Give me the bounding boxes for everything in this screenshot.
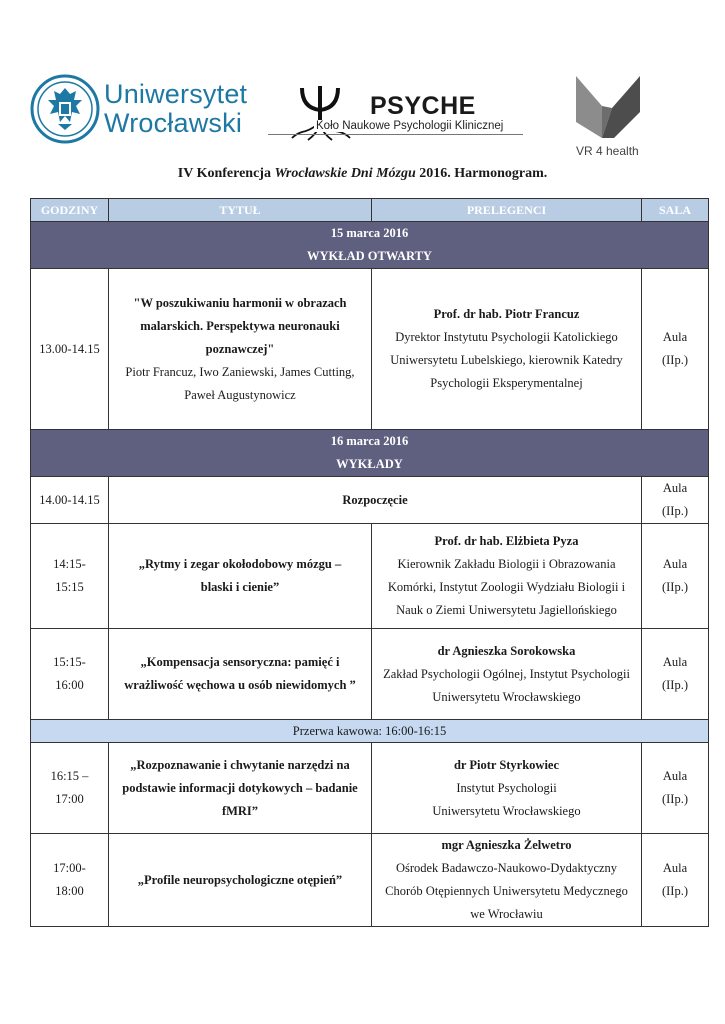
room-line: (IIp.) <box>661 884 689 898</box>
speaker-cell <box>372 743 642 834</box>
university-name-line1: Uniwersytet <box>104 79 248 109</box>
room-line: (IIp.) <box>661 353 689 367</box>
psyche-name: PSYCHE <box>370 92 476 120</box>
speaker-name: Prof. dr hab. Elżbieta Pyza <box>434 534 579 548</box>
coffee-break-row <box>31 720 709 743</box>
talk-title-line: podstawie informacji dotykowych – badanie <box>122 780 358 795</box>
psyche-logo <box>268 82 523 144</box>
talk-title-line: malarskich. Perspektywa neuronauki <box>140 318 340 333</box>
talk-title-line: „Rozpoznawanie i chwytanie narzędzi na <box>130 757 350 772</box>
table-row <box>31 524 709 629</box>
time-cell <box>31 743 109 834</box>
time-cell <box>31 834 109 927</box>
vr-health-name: VR 4 health <box>576 144 639 158</box>
room-line: (IIp.) <box>661 678 689 692</box>
time-line: 15:15- <box>53 655 86 669</box>
university-logo <box>30 74 260 150</box>
university-name-line2: Wrocławski <box>104 108 243 138</box>
room-cell <box>642 629 709 720</box>
speaker-affiliation-line: Psychologii Eksperymentalnej <box>430 376 583 390</box>
speaker-cell <box>372 834 642 927</box>
psyche-subtitle: Koło Naukowe Psychologii Klinicznej <box>316 120 504 132</box>
table-row <box>31 743 709 834</box>
title-suffix: 2016. Harmonogram. <box>415 166 548 181</box>
talk-title-line: „Profile neuropsychologiczne otępień” <box>137 872 343 887</box>
title-cell <box>109 629 372 720</box>
speaker-affiliation-line: Dyrektor Instytutu Psychologii Katolickiego <box>395 330 618 344</box>
table-row <box>31 269 709 430</box>
opening-title-cell: Rozpoczęcie <box>109 477 642 524</box>
talk-authors-line: Paweł Augustynowicz <box>184 387 296 402</box>
speaker-affiliation-line: Komórki, Instytut Zoologii Wydziału Biologii i <box>387 580 626 594</box>
room-line: Aula <box>662 769 688 783</box>
talk-title-line: „Kompensacja sensoryczna: pamięć i <box>140 655 340 669</box>
title-cell <box>109 834 372 927</box>
talk-title-line: fMRI” <box>221 803 259 818</box>
talk-title-line: "W poszukiwaniu harmonii w obrazach <box>133 295 347 310</box>
room-line: (IIp.) <box>661 504 689 518</box>
time-cell: 13.00-14.15 <box>31 269 109 430</box>
table-row <box>31 477 709 524</box>
header-room: SALA <box>642 199 709 222</box>
title-cell <box>109 524 372 629</box>
room-line: Aula <box>662 330 688 344</box>
speaker-affiliation-line: Nauk o Ziemi Uniwersytetu Jagiellońskiego <box>396 603 617 617</box>
speaker-name: dr Agnieszka Sorokowska <box>437 643 576 658</box>
time-cell <box>31 629 109 720</box>
speaker-affiliation-line: Instytut Psychologii <box>456 780 557 795</box>
time-line: 17:00- <box>53 861 86 875</box>
speaker-affiliation-line: Uniwersytetu Lubelskiego, kierownik Katedry <box>390 353 623 367</box>
speaker-affiliation-line: Uniwersytetu Wrocławskiego <box>432 689 581 704</box>
room-line: (IIp.) <box>661 792 689 806</box>
speaker-affiliation-line: we Wrocławiu <box>470 907 543 921</box>
room-line: Aula <box>662 557 688 571</box>
room-line: Aula <box>662 655 688 669</box>
room-line: (IIp.) <box>661 580 689 594</box>
speaker-affiliation-line: Uniwersytetu Wrocławskiego <box>432 803 581 818</box>
time-line: 16:15 – <box>50 769 89 783</box>
time-line: 14:15- <box>53 557 86 571</box>
talk-authors-line: Piotr Francuz, Iwo Zaniewski, James Cutting, <box>125 364 355 379</box>
talk-title-line: wrażliwość węchowa u osób niewidomych ” <box>124 678 356 692</box>
day-label: WYKŁADY <box>336 457 403 471</box>
speaker-cell <box>372 269 642 430</box>
room-cell <box>642 743 709 834</box>
speaker-affiliation-line: Kierownik Zakładu Biologii i Obrazowania <box>397 557 616 571</box>
day-header-cell <box>31 430 709 477</box>
time-line: 17:00 <box>55 792 84 806</box>
day-header-row <box>31 222 709 269</box>
psyche-divider <box>268 134 523 135</box>
talk-title-line: poznawczej" <box>205 341 275 356</box>
time-cell <box>31 524 109 629</box>
room-line: Aula <box>662 861 688 875</box>
speaker-name: mgr Agnieszka Żelwetro <box>441 838 572 852</box>
speaker-affiliation-line: Ośrodek Badawczo-Naukowo-Dydaktyczny <box>395 861 618 875</box>
room-cell <box>642 834 709 927</box>
table-row <box>31 629 709 720</box>
table-header-row <box>31 199 709 222</box>
day-label: WYKŁAD OTWARTY <box>307 249 432 263</box>
room-cell <box>642 524 709 629</box>
time-line: 18:00 <box>55 884 84 898</box>
speaker-cell <box>372 524 642 629</box>
university-name <box>104 80 247 138</box>
room-line: Aula <box>662 481 688 495</box>
room-cell <box>642 477 709 524</box>
time-line: 15:15 <box>55 580 84 594</box>
talk-title-line: blaski i cienie” <box>200 580 280 594</box>
title-italic: Wrocławskie Dni Mózgu <box>274 166 416 181</box>
title-cell <box>109 269 372 430</box>
table-row <box>31 834 709 927</box>
header-title: TYTUŁ <box>109 199 372 222</box>
speaker-cell <box>372 629 642 720</box>
speaker-name: dr Piotr Styrkowiec <box>453 757 560 772</box>
title-cell <box>109 743 372 834</box>
title-prefix: IV Konferencja <box>177 166 275 181</box>
butterfly-icon <box>572 72 644 144</box>
speaker-affiliation-line: Chorób Otępiennych Uniwersytetu Medycznego <box>385 884 628 898</box>
room-cell <box>642 269 709 430</box>
schedule-table <box>30 198 709 927</box>
time-cell: 14.00-14.15 <box>31 477 109 524</box>
day-header-cell <box>31 222 709 269</box>
day-date: 15 marca 2016 <box>330 226 409 240</box>
logo-bar <box>0 0 725 165</box>
talk-title-line: „Rytmy i zegar okołodobowy mózgu – <box>138 557 342 571</box>
day-date: 16 marca 2016 <box>330 434 409 448</box>
time-line: 16:00 <box>55 678 84 692</box>
coffee-break-cell: Przerwa kawowa: 16:00-16:15 <box>31 720 709 743</box>
speaker-name: Prof. dr hab. Piotr Francuz <box>433 307 580 321</box>
document-title <box>0 166 725 182</box>
header-time: GODZINY <box>31 199 109 222</box>
header-speakers: PRELEGENCI <box>372 199 642 222</box>
vr-health-logo <box>572 72 652 162</box>
speaker-affiliation-line: Zakład Psychologii Ogólnej, Instytut Psychologii <box>383 666 630 681</box>
university-seal-icon <box>30 74 100 144</box>
day-header-row <box>31 430 709 477</box>
